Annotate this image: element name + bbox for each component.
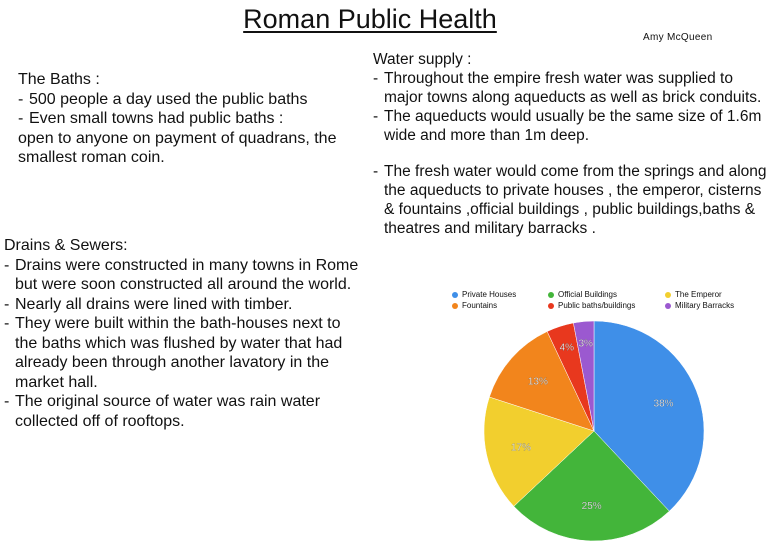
page-title: Roman Public Health: [243, 4, 497, 34]
water-heading: Water supply :: [373, 51, 472, 68]
legend-label: Military Barracks: [675, 301, 735, 310]
legend-label: Public baths/buildings: [558, 301, 636, 310]
list-item: - Even small towns had public baths :: [18, 109, 338, 129]
slice-label: 38%: [653, 398, 674, 410]
list-item: - The fresh water would come from the springs and along the aqueducts to private houses , the emperor, cisterns & fountains ,official buildings , public buildings,baths & theatres and military barracks .: [373, 162, 768, 238]
drains-list: [4, 256, 364, 432]
list-item: - 500 people a day used the public baths: [18, 90, 338, 110]
legend-swatch: [665, 303, 671, 309]
baths-list: [18, 90, 338, 129]
slice-label: 3%: [578, 338, 593, 350]
chart-legend: [452, 289, 744, 311]
slice-label: 13%: [527, 376, 548, 388]
legend-label: Private Houses: [462, 290, 517, 299]
baths-heading: The Baths :: [18, 71, 100, 88]
list-item: - The aqueducts would usually be the same size of 1.6m wide and more than 1m deep.: [373, 107, 768, 145]
slice-label: 17%: [510, 442, 532, 454]
legend-item: [665, 289, 722, 300]
baths-continuation: open to anyone on payment of quadrans, the smallest roman coin.: [18, 129, 337, 166]
legend-swatch: [452, 292, 458, 298]
baths-section: [18, 70, 338, 168]
pie-chart: [460, 310, 710, 543]
legend-label: The Emperor: [675, 290, 722, 299]
list-item: - They were built within the bath-houses next to the baths which was flushed by water that had already been through another lavatory in the market hall.: [4, 314, 364, 392]
drains-heading: Drains & Sewers:: [4, 237, 128, 254]
legend-label: Fountains: [462, 301, 498, 310]
water-supply-section: [373, 50, 768, 238]
water-list: [373, 69, 768, 145]
legend-swatch: [452, 303, 458, 309]
list-item: - The original source of water was rain water collected off of rooftops.: [4, 392, 364, 431]
list-item: - Drains were constructed in many towns in Rome but were soon constructed all around the world.: [4, 256, 364, 295]
water-list-2: [373, 162, 768, 238]
legend-swatch: [665, 292, 671, 298]
slice-label: 25%: [581, 500, 602, 512]
list-item: - Nearly all drains were lined with timber.: [4, 295, 364, 315]
legend-swatch: [548, 292, 554, 298]
slice-label: 4%: [559, 342, 575, 354]
drains-section: [4, 236, 364, 431]
legend-item: [548, 289, 655, 300]
legend-item: [452, 289, 538, 300]
legend-swatch: [548, 303, 554, 309]
legend-label: Official Buildings: [558, 290, 617, 299]
author-name: Amy McQueen: [643, 32, 713, 43]
list-item: - Throughout the empire fresh water was supplied to major towns along aqueducts as well as brick conduits.: [373, 69, 768, 107]
